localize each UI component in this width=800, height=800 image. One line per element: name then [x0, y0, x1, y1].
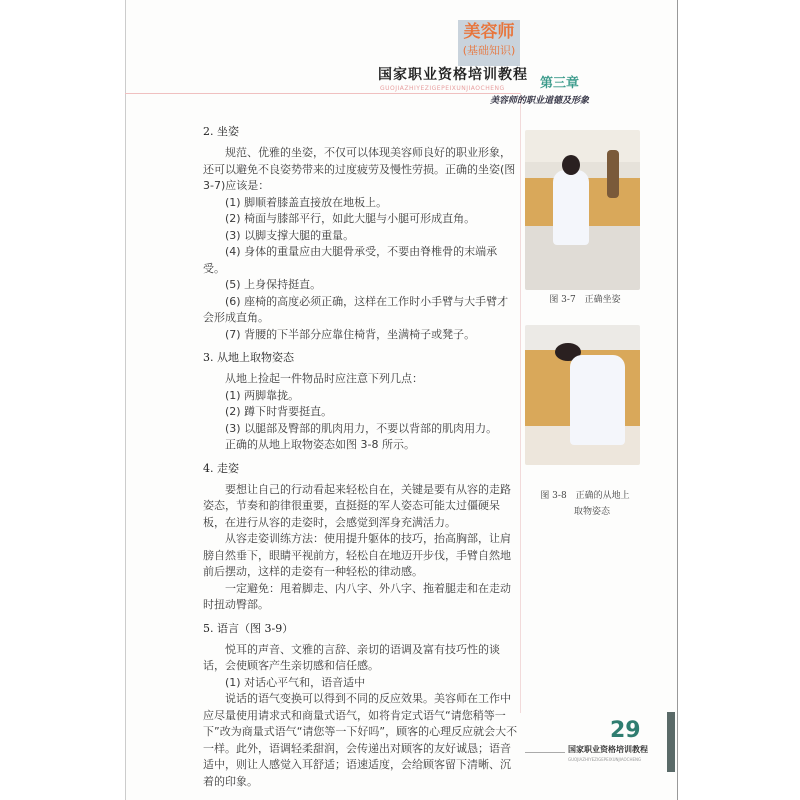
section-heading: 3. 从地上取物姿态 — [203, 351, 294, 364]
paragraph: 悦耳的声音、文雅的言辞、亲切的语调及富有技巧性的谈话，会使顾客产生亲切感和信任感。 — [203, 642, 500, 672]
paragraph: 从地上捡起一件物品时应注意下列几点： — [225, 372, 423, 385]
list-item: (1) 两脚靠拢。 — [225, 388, 300, 402]
footer-divider — [525, 752, 565, 753]
list-item: (5) 上身保持挺直。 — [225, 278, 322, 291]
figure-caption-line2: 取物姿态 — [573, 507, 610, 517]
paragraph: 从容走姿训练方法：使用提升躯体的技巧，抬高胸部，让肩膀自然垂下，眼睛平视前方，轻松自在地迈开步伐，手臂自然地前后摆动，这样的走姿有一种轻松的律动感。 — [203, 532, 511, 578]
section-heading: 2. 坐姿 — [203, 125, 239, 138]
figure-caption: 图 3-8 正确的从地上 — [540, 491, 630, 501]
series-title: 国家职业资格培训教程 — [378, 67, 528, 83]
chapter-title: 美容师的职业道德及形象 — [490, 96, 590, 106]
section-heading: 4. 走姿 — [203, 461, 239, 475]
list-item: (3) 以脚支撑大腿的重量。 — [225, 228, 355, 242]
section-sitting — [203, 124, 519, 343]
paragraph: 一定避免：甩着脚走、内八字、外八字、拖着腿走和在走动时扭动臀部。 — [203, 581, 511, 611]
vase — [607, 150, 619, 198]
paragraph: 说话的语气变换可以得到不同的反应效果。美容师在工作中应尽量使用请求式和商量式语气，如将肯定式语气“请您稍等一下”改为商量式语气“请您等一下好吗”，顾客的心理反应就会大不一样。此外，语调轻柔甜润，会传递出对顾客的友好诚恳；语音适中，则让人感觉入耳舒适；语速适度，会给顾客留下清晰、沉着的印象。 — [203, 692, 518, 788]
page-number: 29 — [610, 718, 641, 743]
footer-pinyin: GUOJIAZHIYEZIGEPEIXUNJIAOCHENG — [568, 757, 642, 762]
figure-caption: 图 3-7 正确坐姿 — [549, 295, 621, 305]
text-column — [203, 124, 519, 797]
list-item: (6) 座椅的高度必须正确，这样在工作时小手臂与大手臂才会形成直角。 — [203, 294, 509, 324]
brand-logo — [458, 20, 520, 66]
brand-subtitle: (基础知识) — [462, 44, 516, 57]
figure-pickup-photo — [525, 325, 640, 465]
brand-title: 美容师 — [463, 22, 515, 42]
person — [553, 170, 589, 245]
paragraph: 规范、优雅的坐姿，不仅可以体现美容师良好的职业形象，还可以避免不良姿势带来的过度疲劳及慢性劳损。正确的坐姿(图3-7)应该是： — [203, 146, 516, 192]
list-item: (7) 背腰的下半部分应靠住椅背，坐满椅子或凳子。 — [225, 327, 476, 341]
section-speech — [203, 621, 519, 791]
figure-sitting-photo — [525, 130, 640, 290]
list-item: (1) 脚顺着膝盖直接放在地板上。 — [225, 195, 388, 209]
series-pinyin: GUOJIAZHIYEZIGEPEIXUNJIAOCHENG — [380, 85, 505, 92]
subheading: (1) 对话心平气和，语音适中 — [225, 675, 366, 689]
section-walking — [203, 461, 519, 614]
header-divider — [125, 93, 520, 94]
list-item: (4) 身体的重量应由大腿骨承受，不要由脊椎骨的末端承受。 — [203, 245, 498, 275]
paragraph: 要想让自己的行动看起来轻松自在，关键是要有从容的走路姿态，节奏和韵律很重要，直挺挺的军人姿态可能太过僵硬呆板，在进行从容的走姿时，会感觉到浑身充满活力。 — [203, 482, 511, 529]
list-item: (3) 以腿部及臀部的肌肉用力，不要以背部的肌肉用力。 — [225, 421, 498, 435]
column-divider — [520, 93, 521, 713]
footer-title: 国家职业资格培训教程 — [568, 745, 648, 754]
chapter-number: 第三章 — [540, 76, 580, 91]
section-heading: 5. 语言（图 3-9） — [203, 621, 294, 635]
head — [562, 155, 580, 175]
list-item: (2) 蹲下时背要挺直。 — [225, 405, 333, 418]
list-item: (2) 椅面与膝部平行，如此大腿与小腿可形成直角。 — [225, 212, 476, 225]
section-pickup — [203, 350, 519, 454]
paragraph: 正确的从地上取物姿态如图 3-8 所示。 — [225, 438, 415, 451]
edge-tab — [667, 712, 675, 772]
person — [570, 355, 625, 445]
